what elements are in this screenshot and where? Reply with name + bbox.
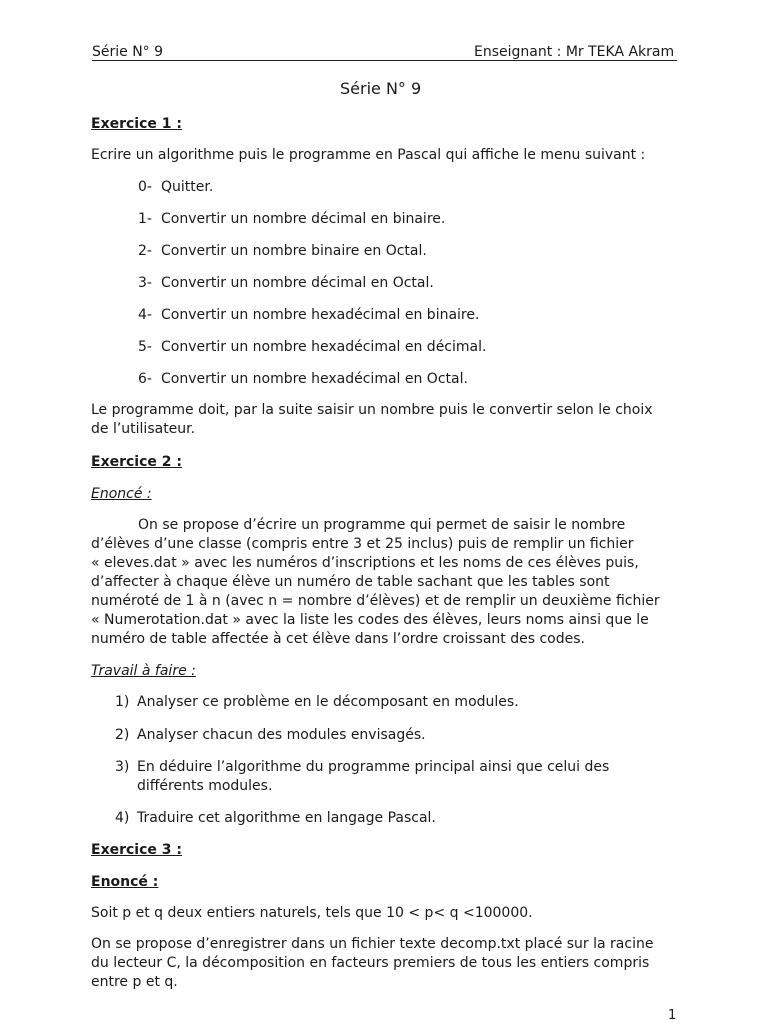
- task-text: Analyser chacun des modules envisagés.: [137, 727, 426, 743]
- task-text-continued: différents modules.: [137, 778, 273, 794]
- header-series: Série N° 9: [92, 44, 164, 60]
- task-text: En déduire l’algorithme du programme principal ainsi que celui des: [137, 759, 610, 775]
- statement-line: d’élèves d’une classe (compris entre 3 et 25 inclus) puis de remplir un fichier: [91, 536, 634, 552]
- menu-item-text: Convertir un nombre hexadécimal en décimal.: [161, 339, 487, 355]
- exercise-1-outro-line: de l’utilisateur.: [91, 421, 196, 437]
- header-rule: [92, 60, 677, 61]
- statement-line: « eleves.dat » avec les numéros d’inscriptions et les noms de ces élèves puis,: [91, 555, 639, 571]
- menu-item-text: Convertir un nombre hexadécimal en binaire.: [161, 307, 480, 323]
- page-title: Série N° 9: [340, 79, 422, 98]
- menu-item-number: 6-: [138, 371, 152, 387]
- exercise-2-heading: Exercice 2 :: [91, 454, 182, 470]
- menu-item-number: 3-: [138, 275, 152, 291]
- menu-item-text: Convertir un nombre décimal en Octal.: [161, 275, 434, 291]
- menu-item-number: 0-: [138, 179, 152, 195]
- exercise-2-travail-label: Travail à faire :: [91, 663, 196, 679]
- statement-line: numéroté de 1 à n (avec n = nombre d’élèves) et de remplir un deuxième fichier: [91, 593, 660, 609]
- task-text: Analyser ce problème en le décomposant en modules.: [137, 694, 519, 710]
- exercise-2-enonce-label: Enoncé :: [91, 486, 152, 502]
- page-number: 1: [668, 1008, 677, 1023]
- task-number: 1): [115, 694, 130, 710]
- menu-item-number: 4-: [138, 307, 152, 323]
- statement-line: « Numerotation.dat » avec la liste les codes des élèves, leurs noms ainsi que le: [91, 612, 649, 628]
- statement-line: On se propose d’écrire un programme qui permet de saisir le nombre: [138, 517, 626, 533]
- exercise-1-heading: Exercice 1 :: [91, 116, 182, 132]
- task-number: 4): [115, 810, 130, 826]
- exercise-3-line: Soit p et q deux entiers naturels, tels que 10 < p< q <100000.: [91, 905, 533, 921]
- menu-item-text: Convertir un nombre décimal en binaire.: [161, 211, 446, 227]
- statement-line: On se propose d’enregistrer dans un fichier texte decomp.txt placé sur la racine: [91, 936, 654, 952]
- exercise-3-enonce-label: Enoncé :: [91, 874, 159, 890]
- statement-line: numéro de table affectée à cet élève dans l’ordre croissant des codes.: [91, 631, 585, 647]
- menu-item-text: Convertir un nombre hexadécimal en Octal.: [161, 371, 468, 387]
- menu-item-number: 5-: [138, 339, 152, 355]
- exercise-1-intro: Ecrire un algorithme puis le programme en Pascal qui affiche le menu suivant :: [91, 147, 646, 163]
- header-teacher: Enseignant : Mr TEKA Akram: [474, 44, 675, 60]
- menu-item-text: Quitter.: [161, 179, 214, 195]
- task-text: Traduire cet algorithme en langage Pascal.: [137, 810, 436, 826]
- exercise-3-heading: Exercice 3 :: [91, 842, 182, 858]
- task-number: 2): [115, 727, 130, 743]
- menu-item-text: Convertir un nombre binaire en Octal.: [161, 243, 427, 259]
- menu-item-number: 1-: [138, 211, 152, 227]
- exercise-1-outro-line: Le programme doit, par la suite saisir un nombre puis le convertir selon le choix: [91, 402, 653, 418]
- menu-item-number: 2-: [138, 243, 152, 259]
- statement-line: du lecteur C, la décomposition en facteurs premiers de tous les entiers compris: [91, 955, 650, 971]
- statement-line: entre p et q.: [91, 974, 178, 990]
- statement-line: d’affecter à chaque élève un numéro de table sachant que les tables sont: [91, 574, 610, 590]
- task-number: 3): [115, 759, 130, 775]
